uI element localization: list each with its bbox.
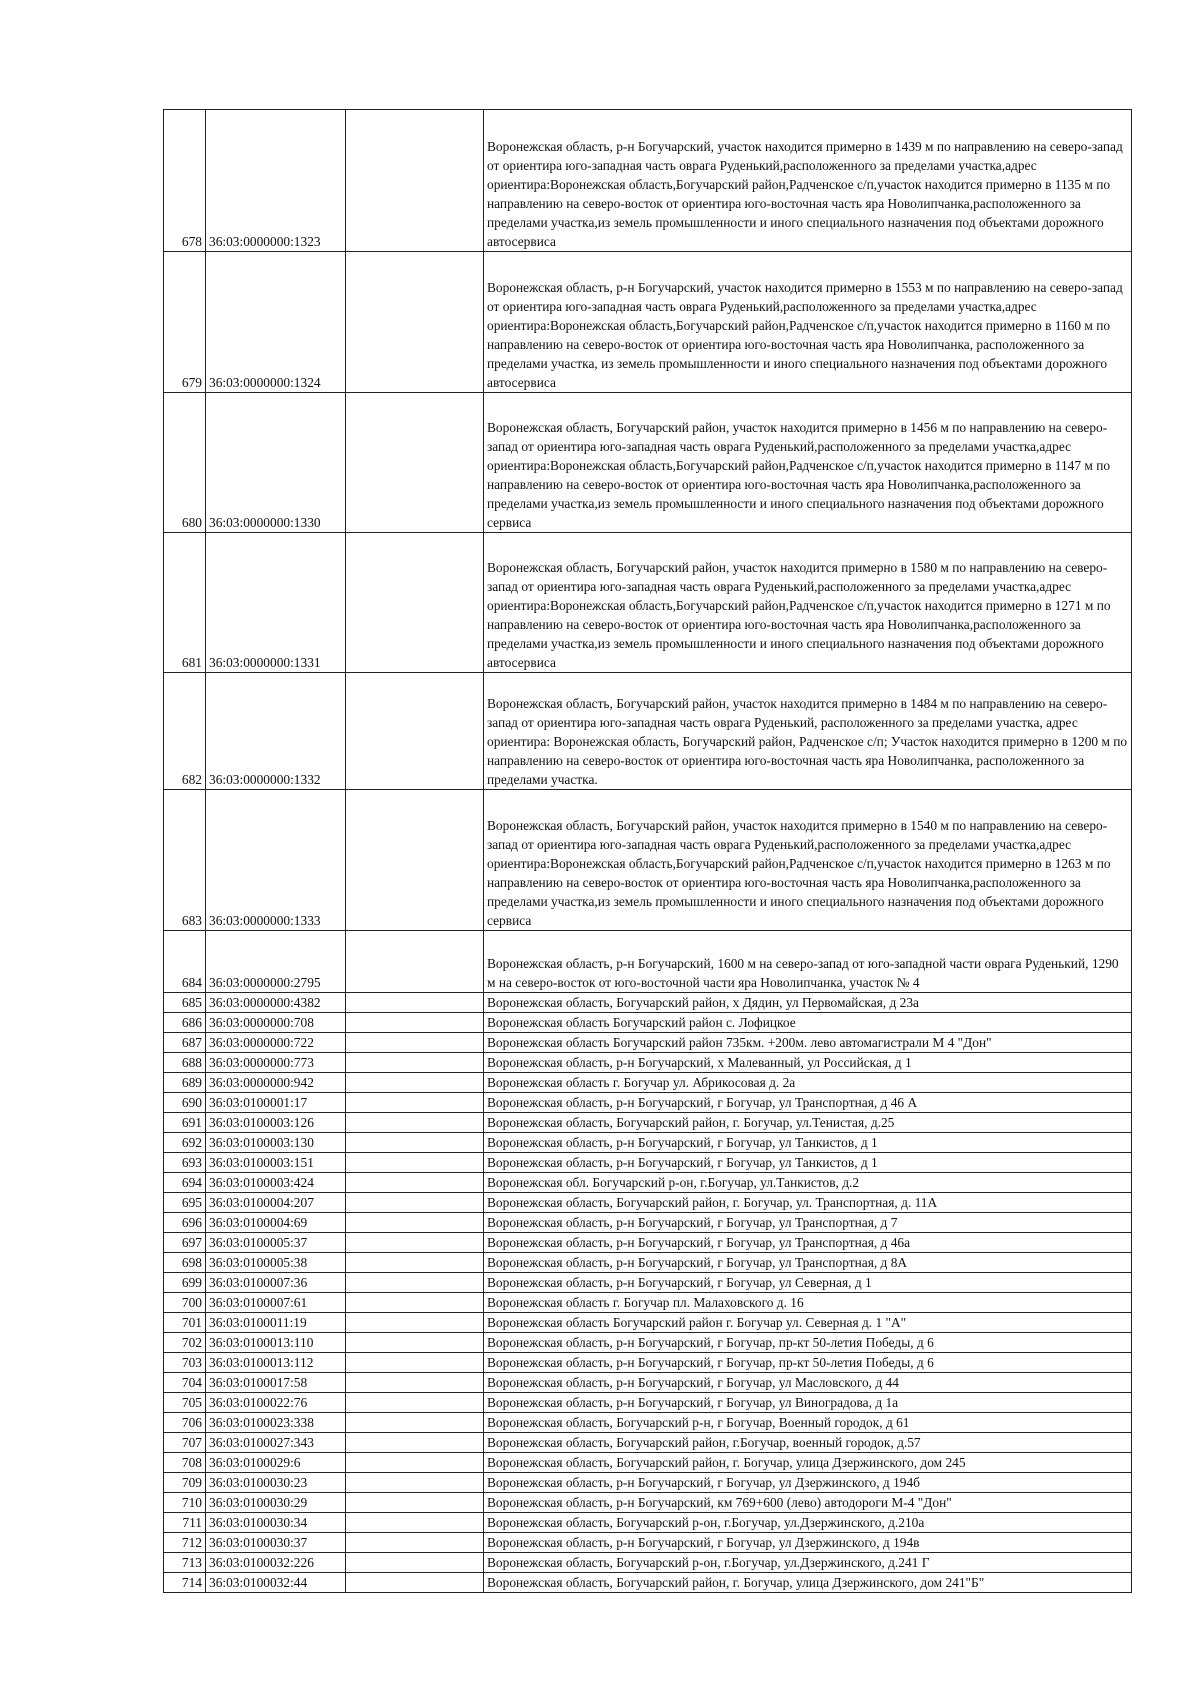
cadastral-number-cell: 36:03:0100007:61 [206, 1293, 346, 1313]
address-cell: Воронежская область, р-н Богучарский, г Богучар, ул Дзержинского, д 194б [484, 1473, 1132, 1493]
empty-cell [346, 1493, 484, 1513]
address-cell: Воронежская область, р-н Богучарский, г Богучар, ул Северная, д 1 [484, 1273, 1132, 1293]
table-row [164, 1133, 1132, 1153]
address-cell: Воронежская область, р-н Богучарский, г Богучар, ул Транспортная, д 46а [484, 1233, 1132, 1253]
row-number-cell: 695 [164, 1193, 206, 1213]
address-cell: Воронежская область, Богучарский р-н, г Богучар, Военный городок, д 61 [484, 1413, 1132, 1433]
cadastral-number-cell: 36:03:0000000:1323 [206, 110, 346, 252]
empty-cell [346, 1053, 484, 1073]
row-number-cell: 713 [164, 1553, 206, 1573]
address-cell: Воронежская область, р-н Богучарский, г Богучар, ул Транспортная, д 8А [484, 1253, 1132, 1273]
empty-cell [346, 1453, 484, 1473]
cadastral-number-cell: 36:03:0100003:151 [206, 1153, 346, 1173]
row-number-cell: 706 [164, 1413, 206, 1433]
empty-cell [346, 1273, 484, 1293]
cadastral-number-cell: 36:03:0100001:17 [206, 1093, 346, 1113]
empty-cell [346, 1393, 484, 1413]
address-cell: Воронежская область, р-н Богучарский, 1600 м на северо-запад от юго-западной части оврага Руденький, 1290 м на северо-восток от юго-восточной части яра Новолипчанка, участок № 4 [484, 931, 1132, 993]
empty-cell [346, 1533, 484, 1553]
address-cell: Воронежская область, Богучарский район, г. Богучар, улица Дзержинского, дом 245 [484, 1453, 1132, 1473]
cadastral-number-cell: 36:03:0100004:207 [206, 1193, 346, 1213]
row-number-cell: 701 [164, 1313, 206, 1333]
empty-cell [346, 1233, 484, 1253]
address-cell: Воронежская область, р-н Богучарский, г Богучар, ул Транспортная, д 46 А [484, 1093, 1132, 1113]
empty-cell [346, 673, 484, 790]
table-row [164, 1173, 1132, 1193]
cadastral-number-cell: 36:03:0100013:112 [206, 1353, 346, 1373]
row-number-cell: 697 [164, 1233, 206, 1253]
row-number-cell: 684 [164, 931, 206, 993]
row-number-cell: 679 [164, 252, 206, 393]
empty-cell [346, 1513, 484, 1533]
cadastral-number-cell: 36:03:0100007:36 [206, 1273, 346, 1293]
address-cell: Воронежская область, Богучарский район, г. Богучар, ул. Транспортная, д. 11А [484, 1193, 1132, 1213]
table-row [164, 993, 1132, 1013]
table-row [164, 1153, 1132, 1173]
empty-cell [346, 1213, 484, 1233]
address-cell: Воронежская область Богучарский район г. Богучар ул. Северная д. 1 "А" [484, 1313, 1132, 1333]
table-row [164, 1213, 1132, 1233]
cadastral-number-cell: 36:03:0100017:58 [206, 1373, 346, 1393]
cadastral-number-cell: 36:03:0100023:338 [206, 1413, 346, 1433]
row-number-cell: 708 [164, 1453, 206, 1473]
row-number-cell: 680 [164, 393, 206, 533]
table-row [164, 1033, 1132, 1053]
empty-cell [346, 1013, 484, 1033]
address-cell: Воронежская область, Богучарский р-он, г.Богучар, ул.Дзержинского, д.241 Г [484, 1553, 1132, 1573]
table-row [164, 673, 1132, 790]
address-cell: Воронежская область Богучарский район с. Лофицкое [484, 1013, 1132, 1033]
land-plot-registry-table [163, 109, 1132, 1593]
table-row [164, 1053, 1132, 1073]
cadastral-number-cell: 36:03:0100005:38 [206, 1253, 346, 1273]
cadastral-number-cell: 36:03:0000000:1324 [206, 252, 346, 393]
address-cell: Воронежская область, р-н Богучарский, г Богучар, ул Масловского, д 44 [484, 1373, 1132, 1393]
cadastral-number-cell: 36:03:0000000:722 [206, 1033, 346, 1053]
empty-cell [346, 1333, 484, 1353]
table-row [164, 1573, 1132, 1593]
cadastral-number-cell: 36:03:0000000:773 [206, 1053, 346, 1073]
table-row [164, 1293, 1132, 1313]
cadastral-number-cell: 36:03:0000000:1332 [206, 673, 346, 790]
address-cell: Воронежская область г. Богучар ул. Абрикосовая д. 2а [484, 1073, 1132, 1093]
row-number-cell: 709 [164, 1473, 206, 1493]
address-cell: Воронежская область г. Богучар пл. Малаховского д. 16 [484, 1293, 1132, 1313]
cadastral-number-cell: 36:03:0000000:708 [206, 1013, 346, 1033]
row-number-cell: 698 [164, 1253, 206, 1273]
cadastral-number-cell: 36:03:0100005:37 [206, 1233, 346, 1253]
row-number-cell: 710 [164, 1493, 206, 1513]
row-number-cell: 687 [164, 1033, 206, 1053]
empty-cell [346, 252, 484, 393]
table-row [164, 533, 1132, 673]
cadastral-number-cell: 36:03:0100004:69 [206, 1213, 346, 1233]
empty-cell [346, 1093, 484, 1113]
cadastral-number-cell: 36:03:0100032:44 [206, 1573, 346, 1593]
cadastral-number-cell: 36:03:0100030:29 [206, 1493, 346, 1513]
row-number-cell: 691 [164, 1113, 206, 1133]
empty-cell [346, 1353, 484, 1373]
row-number-cell: 690 [164, 1093, 206, 1113]
table-row [164, 252, 1132, 393]
table-row [164, 1533, 1132, 1553]
empty-cell [346, 1253, 484, 1273]
table-row [164, 1493, 1132, 1513]
table-row [164, 1093, 1132, 1113]
cadastral-number-cell: 36:03:0100011:19 [206, 1313, 346, 1333]
cadastral-number-cell: 36:03:0000000:942 [206, 1073, 346, 1093]
cadastral-number-cell: 36:03:0100032:226 [206, 1553, 346, 1573]
address-cell: Воронежская область, р-н Богучарский, участок находится примерно в 1553 м по направлению на северо-запад от ориентира юго-западная часть оврага Руденький,расположенного за пределами участка,адрес ориентира:Воронежская область,Богучарский район,Радченское с/п,участок находится примерно в 1160 м по направлению на северо-восток от ориентира юго-восточная часть яра Новолипчанка, расположенного за пределами участка, из земель промышленности и иного специального назначения под объектами дорожного автосервиса [484, 252, 1132, 393]
address-cell: Воронежская область, р-н Богучарский, г Богучар, ул Виноградова, д 1а [484, 1393, 1132, 1413]
table-row [164, 1233, 1132, 1253]
address-cell: Воронежская область, р-н Богучарский, участок находится примерно в 1439 м по направлению на северо-запад от ориентира юго-западная часть оврага Руденький,расположенного за пределами участка,адрес ориентира:Воронежская область,Богучарский район,Радченское с/п,участок находится примерно в 1135 м по направлению на северо-восток от ориентира юго-восточная часть яра Новолипчанка,расположенного за пределами участка,из земель промышленности и иного специального назначения под объектами дорожного автосервиса [484, 110, 1132, 252]
row-number-cell: 703 [164, 1353, 206, 1373]
row-number-cell: 702 [164, 1333, 206, 1353]
cadastral-number-cell: 36:03:0100013:110 [206, 1333, 346, 1353]
empty-cell [346, 1413, 484, 1433]
cadastral-number-cell: 36:03:0000000:2795 [206, 931, 346, 993]
address-cell: Воронежская область, р-н Богучарский, г Богучар, ул Танкистов, д 1 [484, 1133, 1132, 1153]
empty-cell [346, 931, 484, 993]
table-row [164, 1373, 1132, 1393]
document-page [163, 109, 1131, 1593]
table-row [164, 1013, 1132, 1033]
table-row [164, 1453, 1132, 1473]
cadastral-number-cell: 36:03:0100029:6 [206, 1453, 346, 1473]
empty-cell [346, 1173, 484, 1193]
empty-cell [346, 1153, 484, 1173]
row-number-cell: 688 [164, 1053, 206, 1073]
row-number-cell: 689 [164, 1073, 206, 1093]
row-number-cell: 711 [164, 1513, 206, 1533]
empty-cell [346, 1193, 484, 1213]
row-number-cell: 686 [164, 1013, 206, 1033]
empty-cell [346, 1373, 484, 1393]
table-row [164, 393, 1132, 533]
empty-cell [346, 1313, 484, 1333]
table-row [164, 110, 1132, 252]
cadastral-number-cell: 36:03:0000000:1331 [206, 533, 346, 673]
table-row [164, 1353, 1132, 1373]
address-cell: Воронежская область, Богучарский район, г. Богучар, улица Дзержинского, дом 241"Б" [484, 1573, 1132, 1593]
address-cell: Воронежская область, р-н Богучарский, г Богучар, ул Танкистов, д 1 [484, 1153, 1132, 1173]
address-cell: Воронежская область, р-н Богучарский, х Малеванный, ул Российская, д 1 [484, 1053, 1132, 1073]
address-cell: Воронежская область, р-н Богучарский, г Богучар, пр-кт 50-летия Победы, д 6 [484, 1353, 1132, 1373]
address-cell: Воронежская область, Богучарский район, участок находится примерно в 1540 м по направлению на северо-запад от ориентира юго-западная часть оврага Руденький,расположенного за пределами участка,адрес ориентира:Воронежская область,Богучарский район,Радченское с/п,участок находится примерно в 1263 м по направлению на северо-восток от ориентира юго-восточная часть яра Новолипчанка,расположенного за пределами участка,из земель промышленности и иного специального назначения под объектами дорожного сервиса [484, 790, 1132, 931]
table-row [164, 1433, 1132, 1453]
empty-cell [346, 1553, 484, 1573]
row-number-cell: 682 [164, 673, 206, 790]
empty-cell [346, 1113, 484, 1133]
address-cell: Воронежская область, Богучарский район, х Дядин, ул Первомайская, д 23а [484, 993, 1132, 1013]
table-row [164, 1513, 1132, 1533]
table-row [164, 1313, 1132, 1333]
address-cell: Воронежская область, Богучарский район, участок находится примерно в 1580 м по направлению на северо-запад от ориентира юго-западная часть оврага Руденький,расположенного за пределами участка,адрес ориентира:Воронежская область,Богучарский район,Радченское с/п,участок находится примерно в 1271 м по направлению на северо-восток от ориентира юго-восточная часть яра Новолипчанка,расположенного за пределами участка,из земель промышленности и иного специального назначения под объектами дорожного автосервиса [484, 533, 1132, 673]
empty-cell [346, 1573, 484, 1593]
row-number-cell: 699 [164, 1273, 206, 1293]
address-cell: Воронежская область, Богучарский район, г. Богучар, ул.Тенистая, д.25 [484, 1113, 1132, 1133]
empty-cell [346, 790, 484, 931]
table-row [164, 1073, 1132, 1093]
address-cell: Воронежская обл. Богучарский р-он, г.Богучар, ул.Танкистов, д.2 [484, 1173, 1132, 1193]
cadastral-number-cell: 36:03:0100003:130 [206, 1133, 346, 1153]
cadastral-number-cell: 36:03:0100022:76 [206, 1393, 346, 1413]
cadastral-number-cell: 36:03:0100030:34 [206, 1513, 346, 1533]
table-row [164, 790, 1132, 931]
empty-cell [346, 1133, 484, 1153]
address-cell: Воронежская область, р-н Богучарский, г Богучар, ул Дзержинского, д 194в [484, 1533, 1132, 1553]
row-number-cell: 694 [164, 1173, 206, 1193]
row-number-cell: 705 [164, 1393, 206, 1413]
table-row [164, 1113, 1132, 1133]
table-row [164, 1253, 1132, 1273]
empty-cell [346, 1473, 484, 1493]
row-number-cell: 704 [164, 1373, 206, 1393]
address-cell: Воронежская область, р-н Богучарский, км 769+600 (лево) автодороги М-4 "Дон" [484, 1493, 1132, 1513]
address-cell: Воронежская область, Богучарский р-он, г.Богучар, ул.Дзержинского, д.210а [484, 1513, 1132, 1533]
row-number-cell: 681 [164, 533, 206, 673]
table-row [164, 1393, 1132, 1413]
row-number-cell: 685 [164, 993, 206, 1013]
row-number-cell: 696 [164, 1213, 206, 1233]
cadastral-number-cell: 36:03:0000000:1330 [206, 393, 346, 533]
row-number-cell: 678 [164, 110, 206, 252]
cadastral-number-cell: 36:03:0100030:23 [206, 1473, 346, 1493]
cadastral-number-cell: 36:03:0100003:126 [206, 1113, 346, 1133]
empty-cell [346, 1033, 484, 1053]
empty-cell [346, 533, 484, 673]
table-row [164, 1333, 1132, 1353]
row-number-cell: 693 [164, 1153, 206, 1173]
cadastral-number-cell: 36:03:0100030:37 [206, 1533, 346, 1553]
table-row [164, 1473, 1132, 1493]
table-row [164, 1413, 1132, 1433]
table-row [164, 931, 1132, 993]
table-row [164, 1553, 1132, 1573]
address-cell: Воронежская область, р-н Богучарский, г Богучар, пр-кт 50-летия Победы, д 6 [484, 1333, 1132, 1353]
empty-cell [346, 110, 484, 252]
address-cell: Воронежская область, Богучарский район, г.Богучар, военный городок, д.57 [484, 1433, 1132, 1453]
address-cell: Воронежская область, Богучарский район, участок находится примерно в 1456 м по направлению на северо-запад от ориентира юго-западная часть оврага Руденький,расположенного за пределами участка,адрес ориентира:Воронежская область,Богучарский район,Радченское с/п,участок находится примерно в 1147 м по направлению на северо-восток от ориентира юго-восточная часть яра Новолипчанка,расположенного за пределами участка,из земель промышленности и иного специального назначения под объектами дорожного сервиса [484, 393, 1132, 533]
row-number-cell: 700 [164, 1293, 206, 1313]
address-cell: Воронежская область Богучарский район 735км. +200м. лево автомагистрали М 4 "Дон" [484, 1033, 1132, 1053]
row-number-cell: 707 [164, 1433, 206, 1453]
row-number-cell: 714 [164, 1573, 206, 1593]
empty-cell [346, 1293, 484, 1313]
cadastral-number-cell: 36:03:0000000:1333 [206, 790, 346, 931]
address-cell: Воронежская область, р-н Богучарский, г Богучар, ул Транспортная, д 7 [484, 1213, 1132, 1233]
table-row [164, 1193, 1132, 1213]
empty-cell [346, 1433, 484, 1453]
table-row [164, 1273, 1132, 1293]
address-cell: Воронежская область, Богучарский район, участок находится примерно в 1484 м по направлению на северо-запад от ориентира юго-западная часть оврага Руденький, расположенного за пределами участка, адрес ориентира: Воронежская область, Богучарский район, Радченское с/п; Участок находится примерно в 1200 м по направлению на северо-восток от ориентира юго-восточная часть яра Новолипчанка, расположенного за пределами участка. [484, 673, 1132, 790]
empty-cell [346, 993, 484, 1013]
empty-cell [346, 1073, 484, 1093]
cadastral-number-cell: 36:03:0000000:4382 [206, 993, 346, 1013]
row-number-cell: 692 [164, 1133, 206, 1153]
cadastral-number-cell: 36:03:0100027:343 [206, 1433, 346, 1453]
cadastral-number-cell: 36:03:0100003:424 [206, 1173, 346, 1193]
empty-cell [346, 393, 484, 533]
row-number-cell: 683 [164, 790, 206, 931]
registry-table-body [164, 110, 1132, 1593]
row-number-cell: 712 [164, 1533, 206, 1553]
